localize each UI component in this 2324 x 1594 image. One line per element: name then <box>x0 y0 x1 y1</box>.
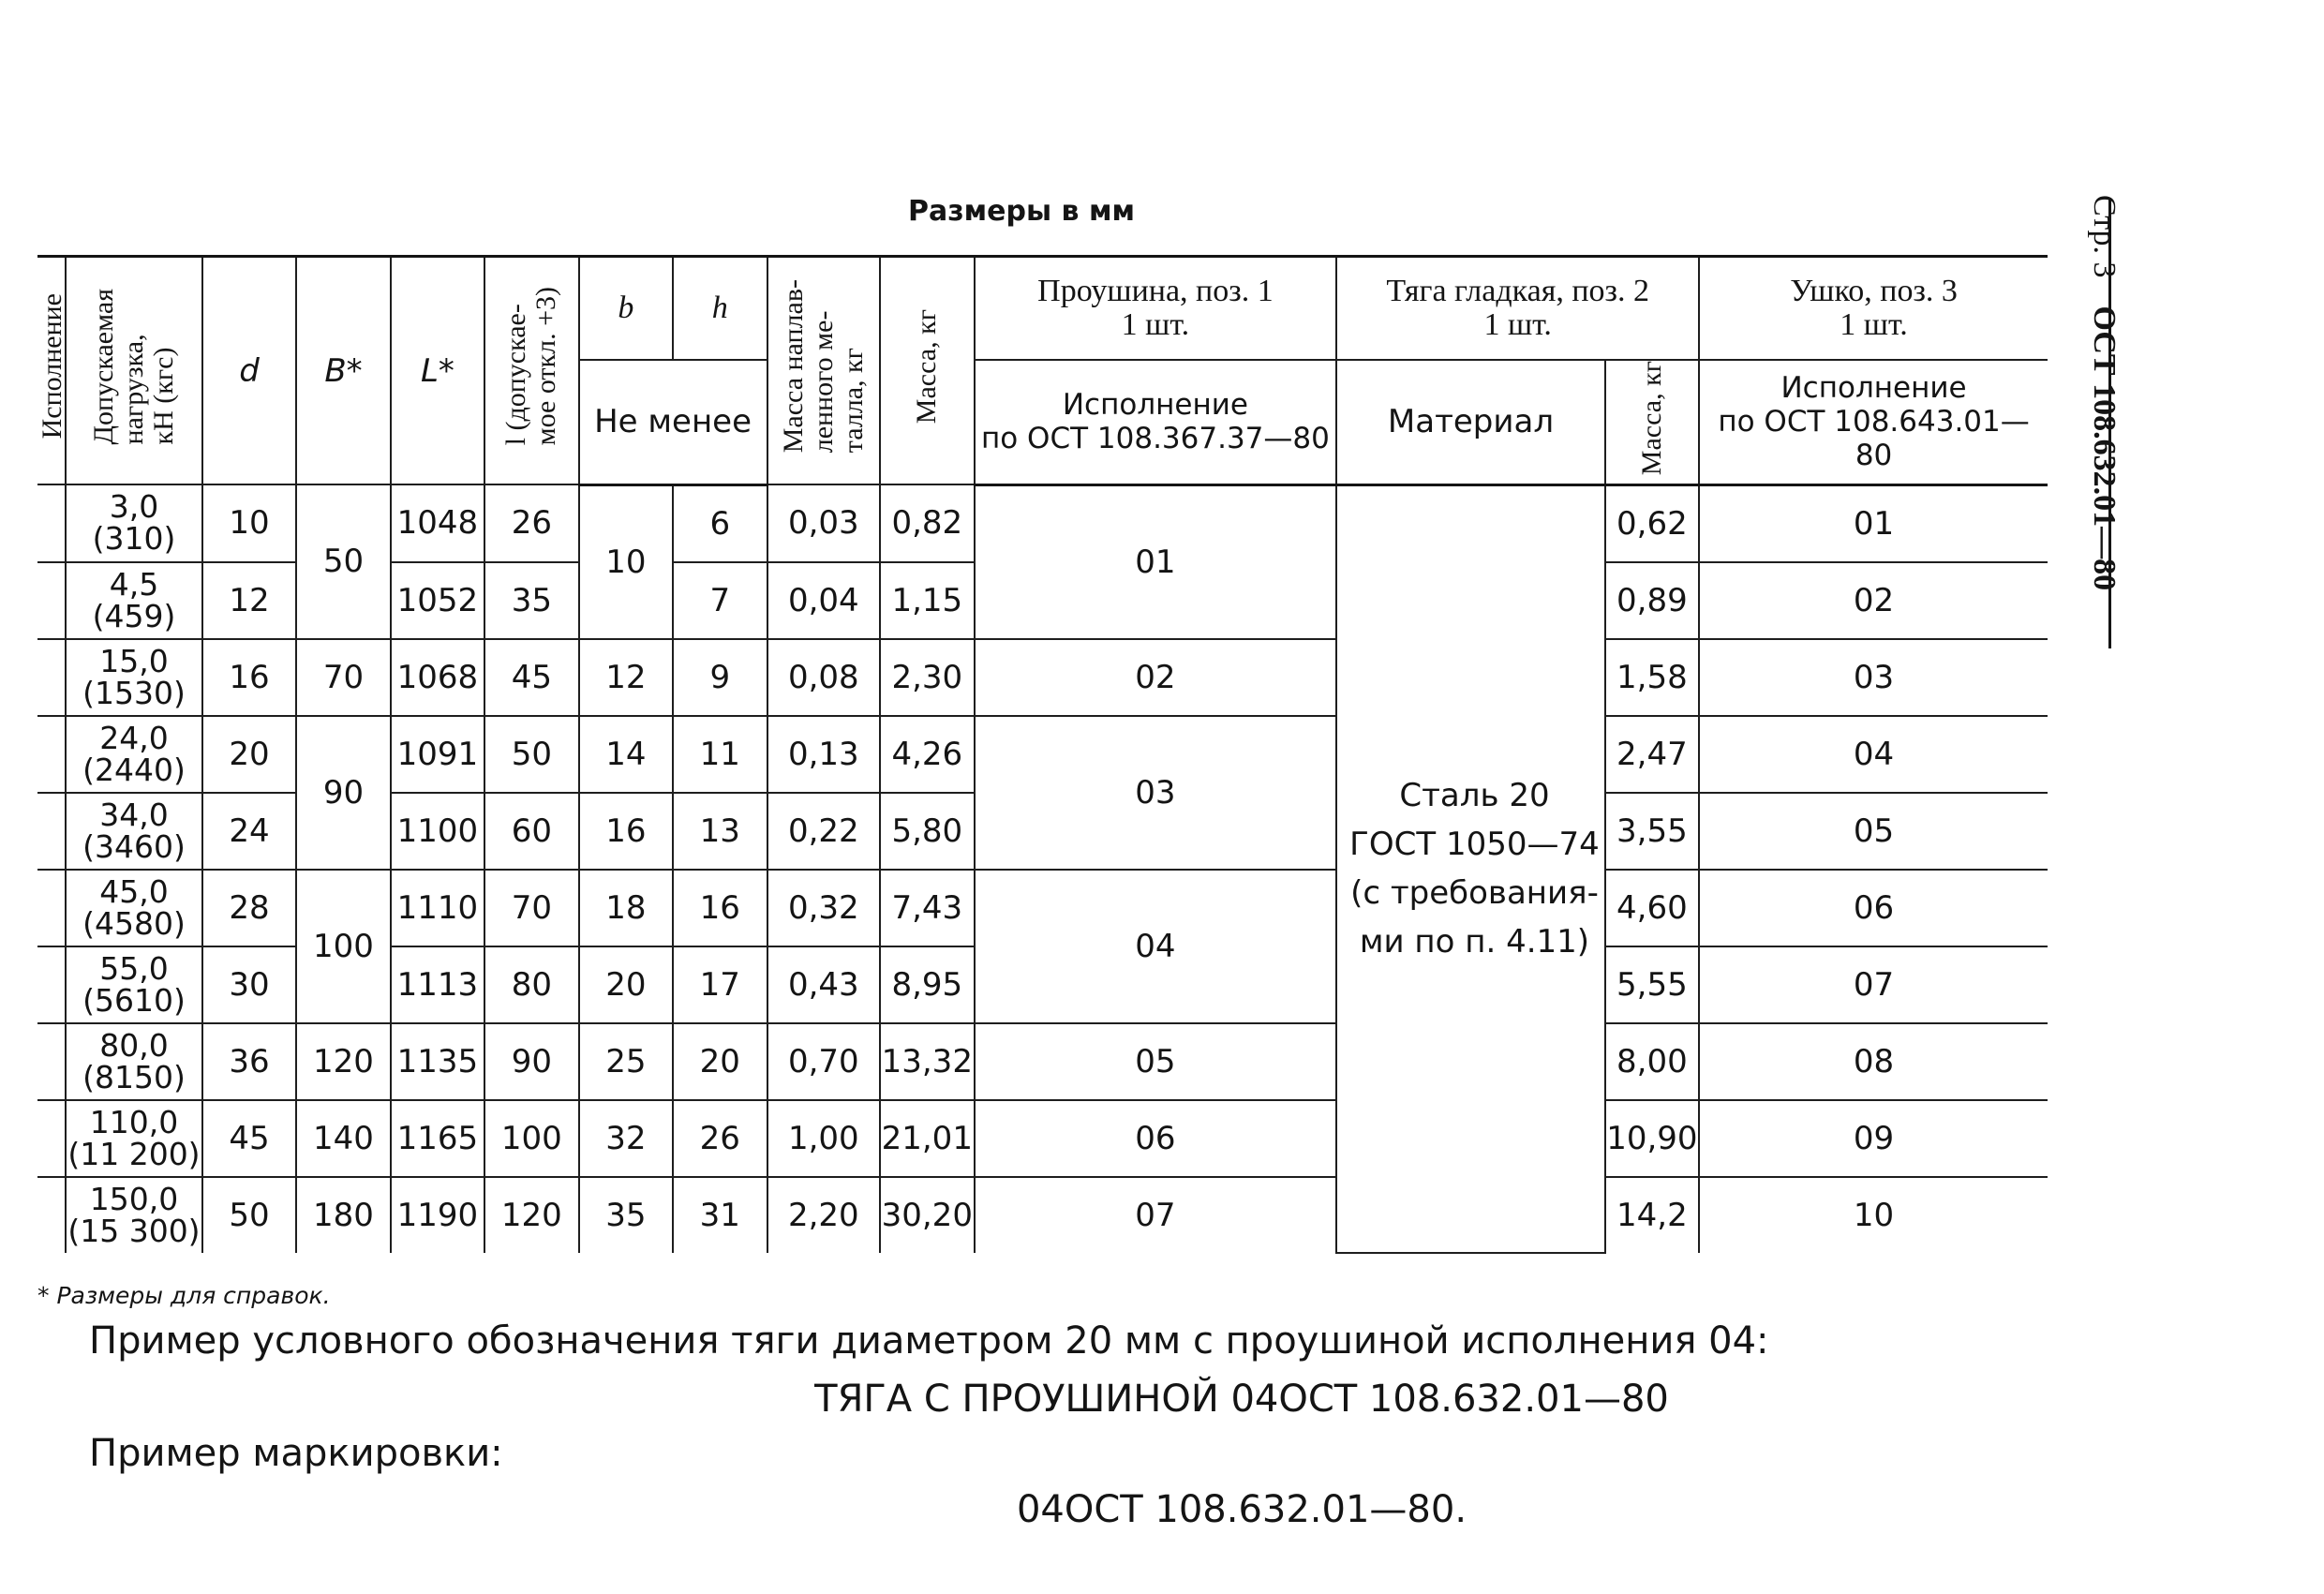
dimensions-caption: Размеры в мм <box>907 195 1136 228</box>
d-header: d <box>202 257 296 485</box>
table-row <box>37 716 2048 793</box>
b-star-cell: 140 <box>296 1100 390 1177</box>
weld-mass-cell: 0,08 <box>767 639 881 716</box>
side-page-reference <box>2085 195 2123 663</box>
variant-cell <box>37 1177 66 1253</box>
rod-mass-cell: 3,55 <box>1605 793 1699 870</box>
mass-cell: 5,80 <box>880 793 974 870</box>
eye-variant-cell: 06 <box>1699 870 2048 946</box>
variant-cell <box>37 716 66 793</box>
l-cell: 35 <box>484 562 578 639</box>
mass-cell: 2,30 <box>880 639 974 716</box>
mass-cell: 21,01 <box>880 1100 974 1177</box>
rod-material-cell: Сталь 20 ГОСТ 1050—74 (с требования- ми по п. 4.11) <box>1336 484 1604 1253</box>
eye-variant-header: Исполнение по ОСТ 108.643.01—80 <box>1699 360 2048 485</box>
h-header: h <box>673 257 767 360</box>
h-cell: 7 <box>673 562 767 639</box>
b-star-cell: 50 <box>296 484 390 639</box>
lug-variant-cell: 03 <box>975 716 1337 870</box>
weld-mass-cell: 2,20 <box>767 1177 881 1253</box>
rod-mass-cell: 5,55 <box>1605 946 1699 1023</box>
l-cell: 50 <box>484 716 578 793</box>
load-cell: 24,0 (2440) <box>66 716 202 793</box>
d-cell: 16 <box>202 639 296 716</box>
l-star-cell: 1068 <box>391 639 484 716</box>
eye-variant-cell: 09 <box>1699 1100 2048 1177</box>
d-cell: 20 <box>202 716 296 793</box>
marking-example-label: Пример маркировки: <box>89 1432 503 1475</box>
spec-table <box>37 255 2048 1254</box>
mass-cell: 30,20 <box>880 1177 974 1253</box>
load-cell: 3,0 (310) <box>66 484 202 562</box>
eye-variant-cell: 03 <box>1699 639 2048 716</box>
d-cell: 30 <box>202 946 296 1023</box>
b-star-cell: 70 <box>296 639 390 716</box>
lug-variant-cell: 04 <box>975 870 1337 1023</box>
weld-mass-cell: 0,70 <box>767 1023 881 1100</box>
h-cell: 17 <box>673 946 767 1023</box>
d-cell: 50 <box>202 1177 296 1253</box>
h-cell: 31 <box>673 1177 767 1253</box>
h-cell: 9 <box>673 639 767 716</box>
rod-mass-cell: 1,58 <box>1605 639 1699 716</box>
b-header: b <box>579 257 673 360</box>
weld-mass-cell: 1,00 <box>767 1100 881 1177</box>
b-star-cell: 120 <box>296 1023 390 1100</box>
rod-mass-cell: 14,2 <box>1605 1177 1699 1253</box>
rod-mass-cell: 0,62 <box>1605 484 1699 562</box>
mass-cell: 13,32 <box>880 1023 974 1100</box>
l-star-cell: 1048 <box>391 484 484 562</box>
b-cell: 12 <box>579 639 673 716</box>
lug-variant-cell: 05 <box>975 1023 1337 1100</box>
l-star-cell: 1135 <box>391 1023 484 1100</box>
lug-variant-cell: 06 <box>975 1100 1337 1177</box>
load-cell: 45,0 (4580) <box>66 870 202 946</box>
variant-cell <box>37 484 66 562</box>
b-star-cell: 180 <box>296 1177 390 1253</box>
b-cell: 20 <box>579 946 673 1023</box>
l-star-cell: 1052 <box>391 562 484 639</box>
weld-mass-cell: 0,13 <box>767 716 881 793</box>
mass-cell: 0,82 <box>880 484 974 562</box>
rod-material-header: Материал <box>1336 360 1604 485</box>
weld-mass-cell: 0,04 <box>767 562 881 639</box>
l-cell: 80 <box>484 946 578 1023</box>
l-star-header: L* <box>391 257 484 485</box>
l-star-cell: 1113 <box>391 946 484 1023</box>
variant-cell <box>37 1023 66 1100</box>
b-star-cell: 100 <box>296 870 390 1023</box>
l-star-cell: 1110 <box>391 870 484 946</box>
h-cell: 6 <box>673 484 767 562</box>
weld-mass-cell: 0,43 <box>767 946 881 1023</box>
eye-variant-cell: 01 <box>1699 484 2048 562</box>
eye-header: Ушко, поз. 3 1 шт. <box>1699 257 2048 360</box>
variant-cell <box>37 562 66 639</box>
lug-header: Проушина, поз. 1 1 шт. <box>975 257 1337 360</box>
b-star-header: B* <box>296 257 390 485</box>
rod-mass-cell: 4,60 <box>1605 870 1699 946</box>
l-header: l (допускае- мое откл. +3) <box>484 257 578 485</box>
variant-cell <box>37 946 66 1023</box>
b-cell: 18 <box>579 870 673 946</box>
side-page-number: Стр. 3 <box>2087 195 2122 278</box>
l-cell: 70 <box>484 870 578 946</box>
lug-variant-cell: 02 <box>975 639 1337 716</box>
table-row <box>37 1023 2048 1100</box>
eye-variant-cell: 10 <box>1699 1177 2048 1253</box>
table-row <box>37 1177 2048 1253</box>
designation-example: ТЯГА С ПРОУШИНОЙ 04ОСТ 108.632.01—80 <box>814 1378 1669 1421</box>
rod-mass-cell: 0,89 <box>1605 562 1699 639</box>
table-row <box>37 639 2048 716</box>
designation-example-text: Пример условного обозначения тяги диаметром 20 мм с проушиной исполнения 04: <box>89 1319 1769 1363</box>
variant-header: Исполнение <box>37 257 66 485</box>
lug-variant-cell: 01 <box>975 484 1337 639</box>
d-cell: 10 <box>202 484 296 562</box>
weld-mass-cell: 0,32 <box>767 870 881 946</box>
mass-cell: 1,15 <box>880 562 974 639</box>
rod-mass-cell: 10,90 <box>1605 1100 1699 1177</box>
b-cell: 25 <box>579 1023 673 1100</box>
load-cell: 55,0 (5610) <box>66 946 202 1023</box>
b-cell: 32 <box>579 1100 673 1177</box>
rod-header: Тяга гладкая, поз. 2 1 шт. <box>1336 257 1699 360</box>
b-cell: 14 <box>579 716 673 793</box>
h-cell: 13 <box>673 793 767 870</box>
l-star-cell: 1190 <box>391 1177 484 1253</box>
l-cell: 60 <box>484 793 578 870</box>
b-star-cell: 90 <box>296 716 390 870</box>
eye-variant-cell: 04 <box>1699 716 2048 793</box>
b-cell: 16 <box>579 793 673 870</box>
load-cell: 150,0 (15 300) <box>66 1177 202 1253</box>
table-row <box>37 484 2048 562</box>
h-cell: 16 <box>673 870 767 946</box>
variant-cell <box>37 870 66 946</box>
mass-cell: 7,43 <box>880 870 974 946</box>
table-row <box>37 870 2048 946</box>
d-cell: 36 <box>202 1023 296 1100</box>
l-star-cell: 1165 <box>391 1100 484 1177</box>
d-cell: 45 <box>202 1100 296 1177</box>
h-cell: 26 <box>673 1100 767 1177</box>
h-cell: 20 <box>673 1023 767 1100</box>
load-cell: 34,0 (3460) <box>66 793 202 870</box>
b-cell: 10 <box>579 484 673 639</box>
weld-mass-header: Масса наплав- ленного ме- талла, кг <box>767 257 881 485</box>
weld-mass-cell: 0,22 <box>767 793 881 870</box>
d-cell: 28 <box>202 870 296 946</box>
l-cell: 26 <box>484 484 578 562</box>
rod-mass-header: Масса, кг <box>1605 360 1699 485</box>
l-cell: 100 <box>484 1100 578 1177</box>
l-cell: 45 <box>484 639 578 716</box>
d-cell: 12 <box>202 562 296 639</box>
load-cell: 80,0 (8150) <box>66 1023 202 1100</box>
variant-cell <box>37 1100 66 1177</box>
mass-cell: 4,26 <box>880 716 974 793</box>
eye-variant-cell: 07 <box>1699 946 2048 1023</box>
load-cell: 15,0 (1530) <box>66 639 202 716</box>
l-cell: 120 <box>484 1177 578 1253</box>
l-star-cell: 1100 <box>391 793 484 870</box>
l-star-cell: 1091 <box>391 716 484 793</box>
b-cell: 35 <box>579 1177 673 1253</box>
load-cell: 110,0 (11 200) <box>66 1100 202 1177</box>
lug-variant-header: Исполнение по ОСТ 108.367.37—80 <box>975 360 1337 485</box>
eye-variant-cell: 08 <box>1699 1023 2048 1100</box>
d-cell: 24 <box>202 793 296 870</box>
eye-variant-cell: 05 <box>1699 793 2048 870</box>
load-cell: 4,5 (459) <box>66 562 202 639</box>
lug-variant-cell: 07 <box>975 1177 1337 1253</box>
variant-cell <box>37 793 66 870</box>
marking-example: 04ОСТ 108.632.01—80. <box>1016 1488 1467 1531</box>
load-header: Допускаемая нагрузка, кН (кгс) <box>66 257 202 485</box>
weld-mass-cell: 0,03 <box>767 484 881 562</box>
l-cell: 90 <box>484 1023 578 1100</box>
rod-mass-cell: 2,47 <box>1605 716 1699 793</box>
h-cell: 11 <box>673 716 767 793</box>
side-doc-number: ОСТ 108.632.01—80 <box>2087 305 2122 591</box>
table-row <box>37 1100 2048 1177</box>
footnote: * Размеры для справок. <box>37 1282 331 1309</box>
eye-variant-cell: 02 <box>1699 562 2048 639</box>
min-header: Не менее <box>579 360 767 485</box>
rod-mass-cell: 8,00 <box>1605 1023 1699 1100</box>
mass-header: Масса, кг <box>880 257 974 485</box>
variant-cell <box>37 639 66 716</box>
mass-cell: 8,95 <box>880 946 974 1023</box>
